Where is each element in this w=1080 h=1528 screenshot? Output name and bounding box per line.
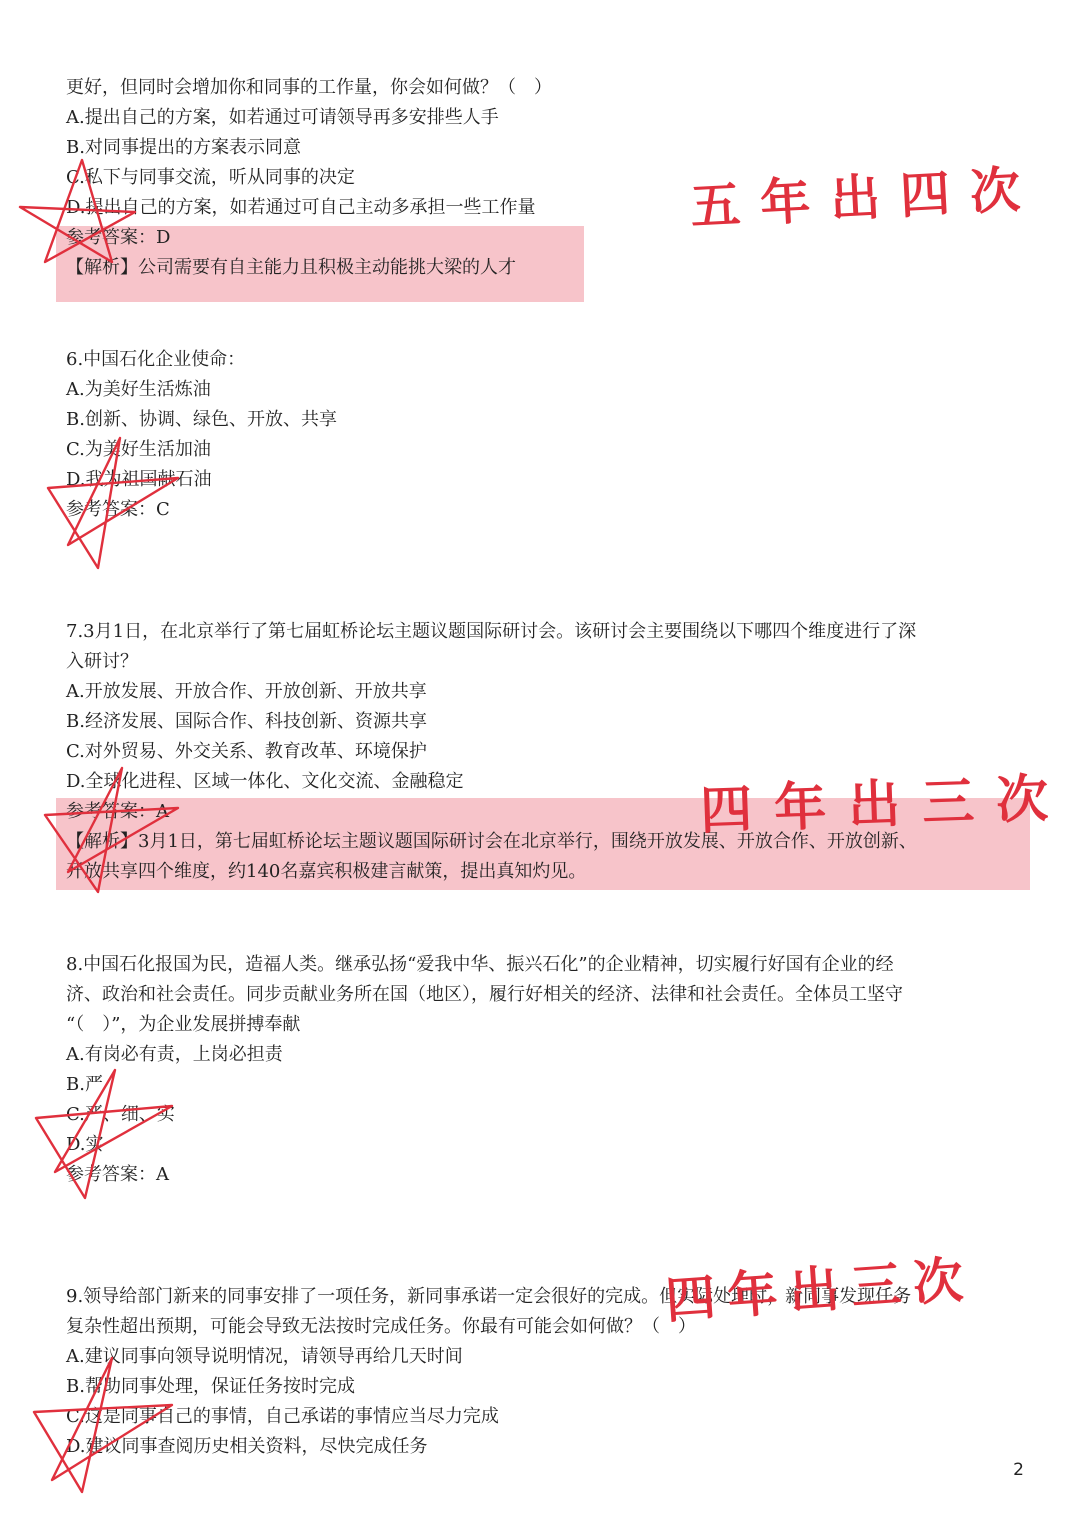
q6-stem: 6.中国石化企业使命： <box>66 349 246 370</box>
q9-option-a: A.建议同事向领导说明情况，请领导再给几天时间 <box>66 1346 463 1367</box>
q9-option-c: C.这是同事自己的事情，自己承诺的事情应当尽力完成 <box>66 1406 499 1427</box>
q7-stem-line-2: 入研讨？ <box>66 651 138 672</box>
q5-option-d: D.提出自己的方案，如若通过可自己主动多承担一些工作量 <box>66 197 536 218</box>
q5-option-c: C.私下与同事交流，听从同事的决定 <box>66 167 355 188</box>
star-mark-q8 <box>36 1070 172 1198</box>
handwritten-note-3: 四年出三次 <box>663 1250 977 1330</box>
star-mark-q9 <box>34 1358 172 1492</box>
q7-option-c: C.对外贸易、外交关系、教育改革、环境保护 <box>66 741 427 762</box>
handwritten-note-1: 五年出四次 <box>688 159 1042 237</box>
q8-stem-line-2: 济、政治和社会责任。同步贡献业务所在国（地区），履行好相关的经济、法律和社会责任。全体员工坚守 <box>66 984 903 1005</box>
q7-option-d: D.全球化进程、区域一体化、文化交流、金融稳定 <box>66 771 464 792</box>
q6-option-b: B.创新、协调、绿色、开放、共享 <box>66 409 337 430</box>
q6-answer: 参考答案：C <box>66 499 170 520</box>
q8-answer: 参考答案：A <box>66 1164 169 1185</box>
q8-option-d: D.实 <box>66 1134 104 1155</box>
q9-option-b: B.帮助同事处理，保证任务按时完成 <box>66 1376 355 1397</box>
q7-option-a: A.开放发展、开放合作、开放创新、开放共享 <box>66 681 427 702</box>
q9-option-d: D.建议同事查阅历史相关资料，尽快完成任务 <box>66 1436 428 1457</box>
q9-stem-line-1: 9.领导给部门新来的同事安排了一项任务，新同事承诺一定会很好的完成。但实际处理时，新同事发现任务 <box>66 1286 912 1307</box>
page-number: 2 <box>1013 1460 1024 1480</box>
q5-answer: 参考答案：D <box>66 227 171 248</box>
q6-option-c: C.为美好生活加油 <box>66 439 211 460</box>
q8-option-a: A.有岗必有责，上岗必担责 <box>66 1044 283 1065</box>
q5-option-a: A.提出自己的方案，如若通过可请领导再多安排些人手 <box>66 107 499 128</box>
q8-option-c: C.严、细、实 <box>66 1104 175 1125</box>
q8-stem-line-1: 8.中国石化报国为民，造福人类。继承弘扬“爱我中华、振兴石化”的企业精神，切实履行好国有企业的经 <box>66 954 894 975</box>
q6-option-a: A.为美好生活炼油 <box>66 379 211 400</box>
q5-explanation: 【解析】公司需要有自主能力且积极主动能挑大梁的人才 <box>66 257 516 278</box>
q7-stem-line-1: 7.3月1日，在北京举行了第七届虹桥论坛主题议题国际研讨会。该研讨会主要围绕以下哪四个维度进行了深 <box>66 621 917 642</box>
star-mark-q6 <box>48 438 178 568</box>
star-mark-q7 <box>45 768 178 892</box>
q7-answer: 参考答案：A <box>66 801 169 822</box>
q8-option-b: B.严 <box>66 1074 103 1095</box>
q7-explanation-line-1: 【解析】3月1日，第七届虹桥论坛主题议题国际研讨会在北京举行，围绕开放发展、开放合作、开放创新、 <box>66 831 917 852</box>
q7-option-b: B.经济发展、国际合作、科技创新、资源共享 <box>66 711 427 732</box>
q8-stem-line-3: “（ ）”，为企业发展拼搏奉献 <box>66 1014 301 1035</box>
q5-option-b: B.对同事提出的方案表示同意 <box>66 137 301 158</box>
handwritten-note-2: 四年出三次 <box>699 768 1072 842</box>
star-mark-q5 <box>20 160 135 262</box>
q6-option-d: D.我为祖国献石油 <box>66 469 212 490</box>
q5-stem-line-1: 更好，但同时会增加你和同事的工作量，你会如何做？（ ） <box>66 77 552 98</box>
q7-explanation-line-2: 开放共享四个维度，约140名嘉宾积极建言献策，提出真知灼见。 <box>66 861 587 882</box>
q9-stem-line-2: 复杂性超出预期，可能会导致无法按时完成任务。你最有可能会如何做？（ ） <box>66 1316 696 1337</box>
